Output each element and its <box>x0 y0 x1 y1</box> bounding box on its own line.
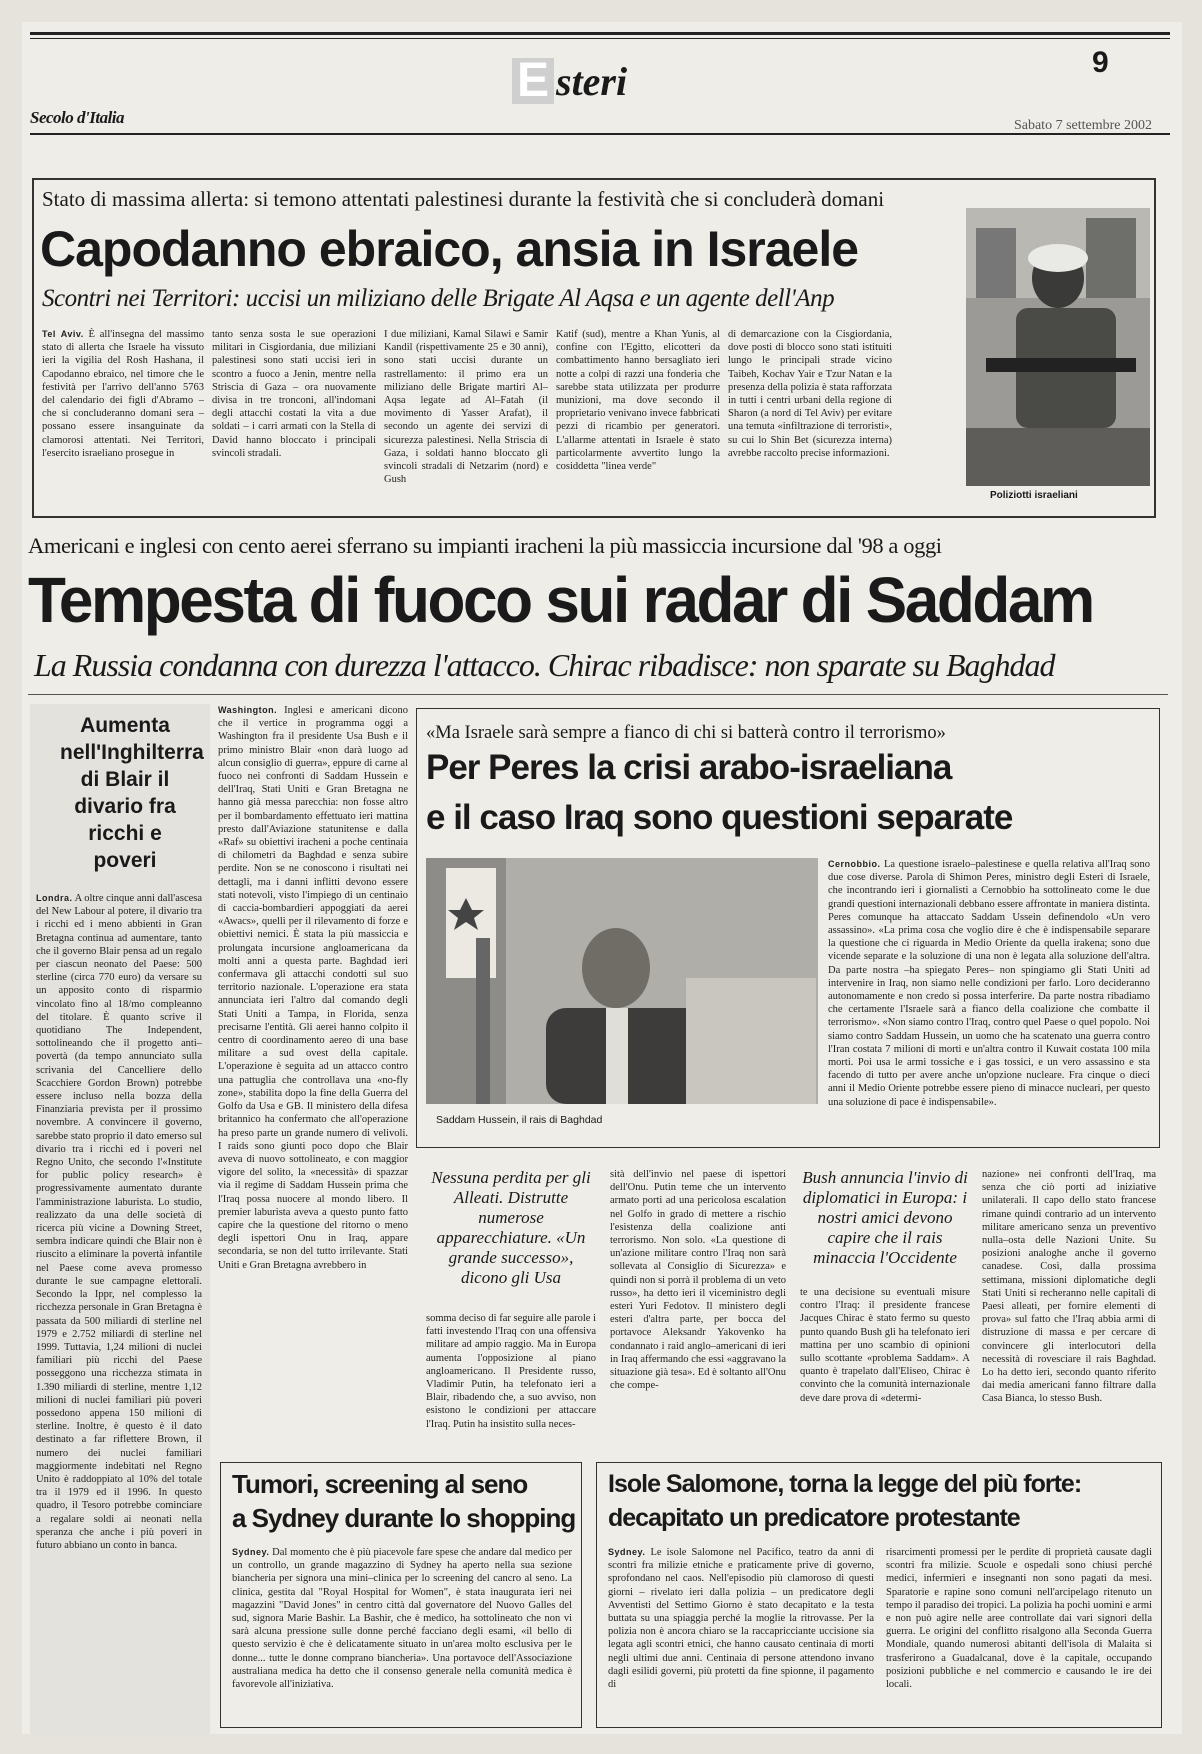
body-text: È all'insegna del massimo stato di allerta che Israele ha vissuto ieri la vigilia del Rosh Hashana, il Capodanno ebraico, nel timore che le festività per l'arrivo dell'anno 5763 del calendario dei figli d'Abramo – che si concluderanno domani sera – possano essere insanguinate da clamorosi attentati. Nei Territori, l'esercito israeliano prosegue in <box>42 329 204 459</box>
police-photo-illustration <box>966 208 1150 486</box>
peres-headline-line1: Per Peres la crisi arabo-israeliana <box>426 748 952 787</box>
saddam-photo-illustration <box>426 858 818 1104</box>
perdite-col2: sità dell'invio nel paese di ispettori dell'Onu. Putin teme che un intervento armato porti ad una pericolosa escalation nel Golfo in grado di mettere a rischio l'esistenza della coalizione anti terrorismo. Non solo. «La questione di un'azione militare contro l'Iraq non sarà sollevata al Consiglio di Sicurezza» e quindi non si porrà il problema di un veto russo», ha detto ieri il viceministro degli esteri Yuri Fedotov. Il ministero degli esteri d'altra parte, per bocca del portavoce Aleksandr Yakovenko ha condannato i raid anglo–americani di ieri in Iraq affermando che essi «aggravano la situazione già tesa». Ed è soltanto all'Onu che compe- <box>610 1169 786 1392</box>
photo-israeli-police-caption: Poliziotti israeliani <box>990 490 1078 501</box>
masthead-bottom-rule <box>30 133 1170 135</box>
article-israele-subhead: Scontri nei Territori: uccisi un miliziano delle Brigate Al Aqsa e un agente dell'Anp <box>42 285 835 312</box>
article-israele-kicker: Stato di massima allerta: si temono attentati palestinesi durante la festività che si concluderà domani <box>42 187 885 211</box>
article-iraq-subhead: La Russia condanna con durezza l'attacco. Chirac ribadisce: non sparate su Baghdad <box>34 647 1055 683</box>
bush-headline: Bush annuncia l'invio di diplomatici in Europa: i nostri amici devono capire che il rais minaccia l'Occidente <box>802 1168 968 1267</box>
dateline: Washington. <box>218 705 278 715</box>
article-israele-col2: tanto senza sosta le sue operazioni militari in Cisgiordania, due miliziani palestinesi sono stati uccisi ieri in scontro a fuoco a Jenin, mentre nella Striscia di Gaza – ora nuovamente divisa in tre tronconi, all'indomani degli attacchi costati la vita a due soldati – i carri armati con la Stella di David hanno bloccato i principali svincoli stradali. <box>212 329 376 459</box>
tumori-headline-line2: a Sydney durante lo shopping <box>232 1503 576 1533</box>
peres-kicker: «Ma Israele sarà sempre a fianco di chi si batterà contro il terrorismo» <box>426 723 946 743</box>
top-rule <box>30 32 1170 35</box>
perdite-col1: somma deciso di far seguire alle parole i fatti investendo l'Iraq con una offensiva militare ad ampio raggio. Ma in Europa aumenta l'opposizione al piano angloamericano. Il Presidente russo, Vladimir Putin, ha telefonato ieri a Blair, ribadendo che, a suo avviso, non esistono le condizioni per attaccare l'Iraq. Putin ha insistito sulla neces- <box>426 1313 596 1430</box>
dateline: Londra. <box>36 893 73 903</box>
top-rule-thin <box>30 38 1170 39</box>
article-israele-col3: I due miliziani, Kamal Silawi e Samir Kandil (rispettivamente 25 e 30 anni), sono stati uccisi durante un rastrellamento: il primo era un miliziano delle Brigate martiri Al–Aqsa legate ad Al–Fatah (il movimento di Yasser Arafat), il secondo un agente dei servizi di sicurezza palestinesi. Nella Striscia di Gaza, i soldati hanno bloccato gli svincoli stradali di Netzarim (nord) e Gush <box>384 329 548 486</box>
body-text: Le isole Salomone nel Pacifico, teatro da anni di scontri fra milizie etniche e praticamente prive di governo, sprofondano nel caos. Nell'episodio più clamoroso di questi giorni – rivelato ieri dalla polizia – un predicatore degli Avventisti del Settimo Giorno è stato decapitato e la testa buttata su una spiaggia perché la moglie la ritrovasse. Per la polizia non è ancora chiaro se la raccapricciante uccisione sia legata agli scontri etnici, che hanno causato centinaia di morti negli ultimi due anni. Centinaia di persone attendono invano dagli esilidi governi, più protetti da fine spionne, il pagamento di <box>608 1547 874 1691</box>
sidebar-headline: Aumenta nell'Inghilterra di Blair il divario fra ricchi e poveri <box>60 714 204 872</box>
body-text: A oltre cinque anni dall'ascesa del New Labour al potere, il divario tra i ricchi ed i meno abbienti in Gran Bretagna continua ad aumentare, tanto che il governo Blair pensa ad un regalo per ciascun neonato del Paese: 500 sterline (circa 770 euro) da versare su un apposito conto di risparmio vincolato fino al 18/mo compleanno del titolare. È quanto scrive il quotidiano The Independent, sottolineando che il progetto anti–povertà (da tempo annunciato sulla scrivania del Cancelliere dello Scacchiere Gordon Brown) potrebbe essere incluso nella bozza della Finanziaria prevista per il prossimo novembre. A convincere il governo, sarebbe stato proprio il dato emerso sul divario tra i ricchi ed i poveri nel Regno Unito, che secondo l'«Institute for public policy research» è progressivamente aumentato durante l'amministrazione laburista. Lo studio, realizzato da una delle società di ricerca più vicine a Downing Street, sembra indicare quindi che Blair non è riuscito a eliminare la povertà infantile nel Paese come aveva promesso durante le sue campagne elettorali. Secondo la Ippr, nel complesso la ricchezza personale in Gran Bretagna è passata da 500 miliardi di sterline nel 1979 e 2.752 miliardi di sterline nel 1999. Tuttavia, 1,24 milioni di nuclei familiari più ricchi del Paese posseggono una ricchezza stimata in 1.390 miliardi di sterline, mentre 1,12 milioni di nuclei familiari più poveri possedono appena 150 milioni di sterline. Inoltre, è questo è il dato destinato a far riflettere Brown, il numero dei nuclei familiari maggiormente indebitati nel Regno Unito è raddoppiato al 10% del totale tra il 1979 ed il 1996. In questo quadro, il Tesoro potrebbe cominciare a regalare soldi ai neonati nella speranza che anche i più poveri in futuro abbiano un conto in banca. <box>36 893 202 1551</box>
sidebar-body <box>36 892 202 1722</box>
salomone-col2: risarcimenti promessi per le perdite di proprietà causate dagli scontri fra milizie. Scuole e ospedali sono chiusi perché medici, infermieri e insegnanti non sono pagati da mesi. Sparatorie e rapine sono comuni nell'arcipelago ritenuto un tempo il paradiso dei tropici. La polizia ha pochi uomini e armi e non può agire nelle aree controllate dai vari signori della guerra. Le origini del conflitto risalgono alla Seconda Guerra Mondiale, quando numerosi abitanti dell'isola di Malaita si trasferirono a Guadalcanal, dove è la capitale, occupando posizioni pubbliche e nel commercio e causando le ire dei locali. <box>886 1547 1152 1691</box>
newspaper-page <box>22 22 1182 1734</box>
salomone-col1 <box>608 1546 874 1722</box>
page-number: 9 <box>1092 46 1109 79</box>
article-israele-col5: di demarcazione con la Cisgiordania, dove posti di blocco sono stati istituiti lungo le principali strade vicino Taibeh, Kochav Yair e Tzur Natan e la presenza della polizia è stata rafforzata in tutti i centri urbani della regione di Sharon (a nord di Tel Aviv) per evitare una temuta «infiltrazione di terroristi», su cui lo Shin Bet (sicurezza interna) avrebbe raccolto precise informazioni. <box>728 329 892 459</box>
bush-col2: nazione» nei confronti dell'Iraq, ma senza che ciò porti ad iniziative unilaterali. Il capo dello stato francese rimane quindi contrario ad un intervento militare americano senza un preventivo nulla–osta delle Nazioni Unite. Su posizioni analoghe anche il governo canadese. Così, dalla prossima settimana, missioni diplomatiche degli Stati Uniti si recheranno nelle capitali di Paesi alleati, per fornire elementi di prova» sul fatto che l'Iraq abbia armi di distruzione di massa e per cercare di convincere gli interlocutori della necessità di rovesciare il rais Baghdad. Lo ha detto ieri, secondo quanto riferito dai media americani fanno filtrare dalla Casa Bianca, lo stesso Bush. <box>982 1169 1156 1405</box>
section-title <box>512 44 628 107</box>
peres-headline-line2: e il caso Iraq sono questioni separate <box>426 798 1013 837</box>
perdite-headline: Nessuna perdita per gli Alleati. Distrutte numerose apparecchiature. «Un grande successo», dicono gli Usa <box>431 1168 591 1287</box>
dateline: Cernobbio. <box>828 859 881 869</box>
article-israele-col4: Katif (sud), mentre a Khan Yunis, al confine con l'Egitto, elicotteri da combattimento hanno bersagliato ieri notte a colpi di razzi una fonderia che sarebbe stata utilizzata per produrre munizioni, ma dove secondo il proprietario venivano invece fabbricati pezzi di ricambio per generatori. L'allarme attentati in Israele è stato particolarmente avvertito lungo la cosiddetta "linea verde" <box>556 329 720 473</box>
dateline: Sydney. <box>232 1547 270 1557</box>
body-text: Dal momento che è più piacevole fare spese che andare dal medico per un controllo, un grande magazzino di Sydney ha aperto nella sua sezione biancheria per signora una mini–clinica per lo screening del cancro al seno. La clinica, gestita dal "Royal Hospital for Women", è stata inaugurata ieri nei magazzini "David Jones" in centro città dal governatore del Nuovo Galles del sud, signora Marie Bashir. La Bashir, che è medico, ha sottolineato che non vi sarà alcuna pressione sulle donne perché facciano degli esami, «il bello di questo servizio è che è delicatamente situato in un'area molto esclusiva per le donne... tutte le donne comprano biancheria». Una portavoce dell'Associazione australiana medica ha detto che il consenso generale nella comunità medica è favorevole all'iniziativa. <box>232 1547 572 1691</box>
tumori-headline-line1: Tumori, screening al seno <box>232 1469 528 1499</box>
article-israele-headline: Capodanno ebraico, ansia in Israele <box>40 221 859 277</box>
photo-israeli-police <box>966 208 1150 486</box>
article-iraq-col1 <box>218 704 408 1580</box>
salomone-headline-line2: decapitato un predicatore protestante <box>608 1504 1020 1532</box>
article-iraq-headline: Tempesta di fuoco sui radar di Saddam <box>28 564 1093 636</box>
peres-body <box>828 858 1150 1142</box>
body-text: La questione israelo–palestinese e quella relativa all'Iraq sono due cose diverse. Parola di Shimon Peres, ministro degli Esteri di Israele, che incontrando ieri i giornalisti a Cernobbio ha sottolineato come le due grandi questioni internazionali debbano essere affrontate in maniera distinta. Peres comunque ha attaccato Saddam Ussein definendolo «Un vero assassino». «La prima cosa che voglio dire è che è indispensabile separare la questione che ci riguarda in Medio Oriente da quella irakena; sono due vicende separate e la soluzione di una non è legata alla soluzione dell'altra. Da parte nostra –ha spiegato Peres– non spingiamo gli Stati Uniti ad intervenire in Iraq, non siamo nelle condizioni per farlo. Loro decideranno autonomamente e non credo si possa interferire. Da parte nostra ribadiamo che certamente l'Israele sarà a fianco della coalizione che combatte il terrorismo». «Non siamo contro l'Iraq, contro quel Paese o quel popolo. Noi siamo contro Saddam Hussein, un uomo che ha scatenato una guerra contro l'Iran costata 7 milioni di morti e un'altra contro il Kuwait costata 100 mila morti. Poi usa le armi tossiche e i gas tossici, e un vero assassino e sta facendo di tutto per avere anche un'opzione nucleare. Fra cinque o dieci anni il Medio Oriente potrebbe essere pieno di minacce nucleari, per questo una soluzione di pace è indispensabile». <box>828 859 1150 1108</box>
body-text: Inglesi e americani dicono che il vertice in programma oggi a Washington fra il presidente Usa Bush e il primo ministro Blair «non darà luogo ad alcun consiglio di guerra», eppure di carne al fuoco nei confronti di Saddam Hussein e dell'Iraq, Stati Uniti e Gran Bretagna ne hanno già messa parecchia: non fosse altro per il bombardamento effettuato ieri mattina presto dall'Aviazione statunitense e dalla «Raf» su obiettivi iracheni a poche centinaia di chilometri da Baghdad e senza subire perdite. Non se ne conoscono i risultati nei dettagli, ma i danni inflitti devono essere stati notevoli, visto l'impiego di un centinaio di caccia-bombardieri appoggiati da aerei «Awacs», quelli per il rilevamento di forze e obiettivi nemici. È stata la più massiccia e prolungata incursione angloamericana da molti anni a questa parte. Baghdad ieri confermava gli attacchi condotti sul suo territorio nazionale. L'operazione era stata annunciata ieri l'altro dal comando degli Stati Uniti a Tampa, in Florida, senza precisarne l'entità. Gli aerei hanno colpito il centro di coordinamento aereo di una base militare a sud ovest della capitale. L'operazione è seguita ad un attacco contro una pattuglia che controllava una «no-fly zone», stabilita dopo la fine della Guerra del Golfo da Usa e GB. Il ministero della difesa britannico ha confermato che all'operazione ha preso parte un grande numero di velivoli. I raids sono giunti poco dopo che Blair aveva di nuovo sottolineato, e con maggior vigore del solito, la «necessità» di spazzar via il regime di Saddam Hussein prima che l'Iraq possa nuocere al mondo libero. Il premier laburista aveva a questo punto fatto capire che la questione del ritorno o meno degli ispettori Onu in Iraq, appare secondaria, se non del tutto irrilevante. Stati Uniti e Gran Bretagna avrebbero in <box>218 705 408 1271</box>
tumori-body <box>232 1546 572 1722</box>
photo-saddam <box>426 858 818 1104</box>
article-iraq-rule <box>28 694 1168 695</box>
issue-date: Sabato 7 settembre 2002 <box>1013 118 1152 133</box>
newspaper-name: Secolo d'Italia <box>30 108 125 127</box>
dateline: Tel Aviv. <box>42 329 84 339</box>
article-israele-col1 <box>42 328 204 504</box>
section-name: steri <box>556 59 628 104</box>
article-iraq-kicker: Americani e inglesi con cento aerei sferrano su impianti iracheni la più massiccia incursione dal '98 a oggi <box>28 533 942 558</box>
section-initial: E <box>512 58 554 104</box>
bush-col1: te una decisione su eventuali misure contro l'Iraq: il presidente francese Jacques Chirac è stato fermo su questo punto quando Bush gli ha telefonato ieri mattina per uno scambio di opinioni sullo scottante «problema Saddam». A quanto è trapelato dall'Eliseo, Chirac è convinto che la comunità internazionale deve dare prova di «determi- <box>800 1287 970 1404</box>
dateline: Sydney. <box>608 1547 646 1557</box>
salomone-headline-line1: Isole Salomone, torna la legge del più forte: <box>608 1470 1082 1498</box>
photo-saddam-caption: Saddam Hussein, il rais di Baghdad <box>436 1114 603 1126</box>
